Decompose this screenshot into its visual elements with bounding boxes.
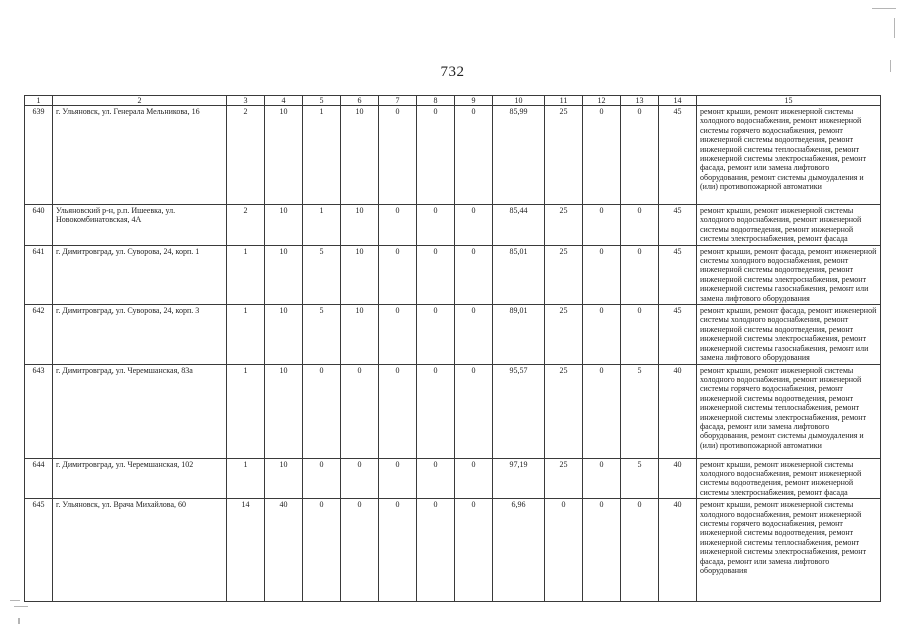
value-cell: 85,01 xyxy=(493,245,545,304)
value-cell: 0 xyxy=(417,364,455,458)
scan-mark xyxy=(894,18,895,38)
value-cell: 0 xyxy=(379,245,417,304)
works-list-cell: ремонт крыши, ремонт фасада, ремонт инженерной системы холодного водоснабжения, ремонт инженерной системы водоотведения, ремонт инженерной системы электроснабжения, ремонт инженерной системы газоснабжения, ремонт или замена лифтового оборудования xyxy=(697,245,881,304)
value-cell: 14 xyxy=(227,499,265,602)
column-header: 8 xyxy=(417,96,455,106)
address-cell: г. Димитровград, ул. Черемшанская, 102 xyxy=(53,458,227,499)
table-row xyxy=(25,458,881,499)
column-header: 12 xyxy=(583,96,621,106)
value-cell: 0 xyxy=(341,364,379,458)
value-cell: 0 xyxy=(303,499,341,602)
value-cell: 5 xyxy=(621,364,659,458)
table-row xyxy=(25,245,881,304)
value-cell: 40 xyxy=(659,364,697,458)
value-cell: 40 xyxy=(265,499,303,602)
value-cell: 0 xyxy=(379,499,417,602)
value-cell: 0 xyxy=(417,106,455,205)
value-cell: 0 xyxy=(379,458,417,499)
value-cell: 85,44 xyxy=(493,205,545,246)
column-header: 2 xyxy=(53,96,227,106)
column-header: 7 xyxy=(379,96,417,106)
value-cell: 25 xyxy=(545,245,583,304)
works-list-cell: ремонт крыши, ремонт инженерной системы холодного водоснабжения, ремонт инженерной системы горячего водоснабжения, ремонт инженерной системы водоотведения, ремонт инженерной системы теплоснабжения, ремонт инженерной системы электроснабжения, ремонт фасада, ремонт или замена лифтового оборудования xyxy=(697,499,881,602)
row-number: 640 xyxy=(25,205,53,246)
value-cell: 6,96 xyxy=(493,499,545,602)
table-row xyxy=(25,364,881,458)
value-cell: 0 xyxy=(455,499,493,602)
row-number: 642 xyxy=(25,305,53,364)
column-header: 13 xyxy=(621,96,659,106)
value-cell: 45 xyxy=(659,305,697,364)
value-cell: 10 xyxy=(341,205,379,246)
value-cell: 5 xyxy=(303,245,341,304)
value-cell: 0 xyxy=(621,106,659,205)
value-cell: 1 xyxy=(227,305,265,364)
value-cell: 0 xyxy=(621,499,659,602)
value-cell: 10 xyxy=(265,458,303,499)
repair-schedule-table xyxy=(24,95,881,602)
value-cell: 0 xyxy=(417,205,455,246)
works-list-cell: ремонт крыши, ремонт инженерной системы холодного водоснабжения, ремонт инженерной системы горячего водоснабжения, ремонт инженерной системы водоотведения, ремонт инженерной системы теплоснабжения, ремонт инженерной системы электроснабжения, ремонт фасада, ремонт или замена лифтового оборудования, ремонт системы дымоудаления и (или) противопожарной автоматики xyxy=(697,106,881,205)
value-cell: 85,99 xyxy=(493,106,545,205)
value-cell: 10 xyxy=(341,106,379,205)
scan-mark xyxy=(890,60,891,72)
value-cell: 10 xyxy=(341,305,379,364)
value-cell: 25 xyxy=(545,106,583,205)
value-cell: 1 xyxy=(303,205,341,246)
value-cell: 10 xyxy=(265,364,303,458)
scan-mark xyxy=(18,618,20,624)
value-cell: 0 xyxy=(417,245,455,304)
value-cell: 10 xyxy=(265,305,303,364)
value-cell: 95,57 xyxy=(493,364,545,458)
value-cell: 25 xyxy=(545,364,583,458)
value-cell: 0 xyxy=(455,305,493,364)
value-cell: 0 xyxy=(455,364,493,458)
value-cell: 1 xyxy=(227,245,265,304)
value-cell: 5 xyxy=(621,458,659,499)
column-header: 4 xyxy=(265,96,303,106)
value-cell: 10 xyxy=(265,205,303,246)
value-cell: 0 xyxy=(621,305,659,364)
value-cell: 0 xyxy=(583,205,621,246)
column-header: 9 xyxy=(455,96,493,106)
value-cell: 0 xyxy=(583,499,621,602)
value-cell: 2 xyxy=(227,106,265,205)
value-cell: 97,19 xyxy=(493,458,545,499)
value-cell: 10 xyxy=(265,245,303,304)
column-header: 1 xyxy=(25,96,53,106)
table-row xyxy=(25,305,881,364)
value-cell: 0 xyxy=(379,205,417,246)
column-header: 6 xyxy=(341,96,379,106)
scan-mark xyxy=(14,606,28,607)
row-number: 644 xyxy=(25,458,53,499)
value-cell: 0 xyxy=(621,245,659,304)
works-list-cell: ремонт крыши, ремонт фасада, ремонт инженерной системы холодного водоснабжения, ремонт инженерной системы водоотведения, ремонт инженерной системы электроснабжения, ремонт инженерной системы газоснабжения, ремонт или замена лифтового оборудования xyxy=(697,305,881,364)
value-cell: 0 xyxy=(417,305,455,364)
value-cell: 0 xyxy=(455,245,493,304)
scan-mark xyxy=(10,600,20,601)
value-cell: 2 xyxy=(227,205,265,246)
value-cell: 0 xyxy=(379,305,417,364)
column-header: 11 xyxy=(545,96,583,106)
value-cell: 89,01 xyxy=(493,305,545,364)
value-cell: 0 xyxy=(455,106,493,205)
value-cell: 0 xyxy=(341,499,379,602)
row-number: 643 xyxy=(25,364,53,458)
column-header: 15 xyxy=(697,96,881,106)
value-cell: 45 xyxy=(659,205,697,246)
value-cell: 0 xyxy=(417,458,455,499)
address-cell: г. Димитровград, ул. Суворова, 24, корп. 1 xyxy=(53,245,227,304)
address-cell: г. Димитровград, ул. Суворова, 24, корп. 3 xyxy=(53,305,227,364)
value-cell: 10 xyxy=(341,245,379,304)
value-cell: 25 xyxy=(545,305,583,364)
page-number: 732 xyxy=(440,64,465,80)
table-row xyxy=(25,499,881,602)
value-cell: 0 xyxy=(583,458,621,499)
address-cell: г. Димитровград, ул. Черемшанская, 83а xyxy=(53,364,227,458)
column-header: 3 xyxy=(227,96,265,106)
value-cell: 0 xyxy=(417,499,455,602)
value-cell: 10 xyxy=(265,106,303,205)
works-list-cell: ремонт крыши, ремонт инженерной системы холодного водоснабжения, ремонт инженерной системы водоотведения, ремонт инженерной системы электроснабжения, ремонт фасада xyxy=(697,205,881,246)
row-number: 645 xyxy=(25,499,53,602)
works-list-cell: ремонт крыши, ремонт инженерной системы холодного водоснабжения, ремонт инженерной системы водоотведения, ремонт инженерной системы электроснабжения, ремонт фасада xyxy=(697,458,881,499)
value-cell: 1 xyxy=(227,458,265,499)
address-cell: Ульяновский р-н, р.п. Ишеевка, ул. Новокомбинатовская, 4А xyxy=(53,205,227,246)
value-cell: 0 xyxy=(583,305,621,364)
scan-mark xyxy=(872,8,896,9)
column-header: 5 xyxy=(303,96,341,106)
value-cell: 45 xyxy=(659,106,697,205)
works-list-cell: ремонт крыши, ремонт инженерной системы холодного водоснабжения, ремонт инженерной системы горячего водоснабжения, ремонт инженерной системы водоотведения, ремонт инженерной системы теплоснабжения, ремонт инженерной системы электроснабжения, ремонт фасада, ремонт или замена лифтового оборудования, ремонт системы дымоудаления и (или) противопожарной автоматики xyxy=(697,364,881,458)
table-row xyxy=(25,106,881,205)
row-number: 641 xyxy=(25,245,53,304)
value-cell: 0 xyxy=(545,499,583,602)
value-cell: 0 xyxy=(341,458,379,499)
value-cell: 1 xyxy=(303,106,341,205)
value-cell: 0 xyxy=(303,364,341,458)
value-cell: 40 xyxy=(659,499,697,602)
value-cell: 0 xyxy=(303,458,341,499)
value-cell: 40 xyxy=(659,458,697,499)
value-cell: 0 xyxy=(583,106,621,205)
address-cell: г. Ульяновск, ул. Врача Михайлова, 60 xyxy=(53,499,227,602)
value-cell: 25 xyxy=(545,458,583,499)
value-cell: 0 xyxy=(455,458,493,499)
address-cell: г. Ульяновск, ул. Генерала Мельникова, 16 xyxy=(53,106,227,205)
value-cell: 1 xyxy=(227,364,265,458)
value-cell: 0 xyxy=(379,106,417,205)
value-cell: 0 xyxy=(379,364,417,458)
value-cell: 5 xyxy=(303,305,341,364)
value-cell: 0 xyxy=(583,245,621,304)
value-cell: 45 xyxy=(659,245,697,304)
value-cell: 0 xyxy=(583,364,621,458)
column-header: 10 xyxy=(493,96,545,106)
row-number: 639 xyxy=(25,106,53,205)
column-header: 14 xyxy=(659,96,697,106)
value-cell: 25 xyxy=(545,205,583,246)
header-row xyxy=(25,96,881,106)
value-cell: 0 xyxy=(455,205,493,246)
table-row xyxy=(25,205,881,246)
value-cell: 0 xyxy=(621,205,659,246)
